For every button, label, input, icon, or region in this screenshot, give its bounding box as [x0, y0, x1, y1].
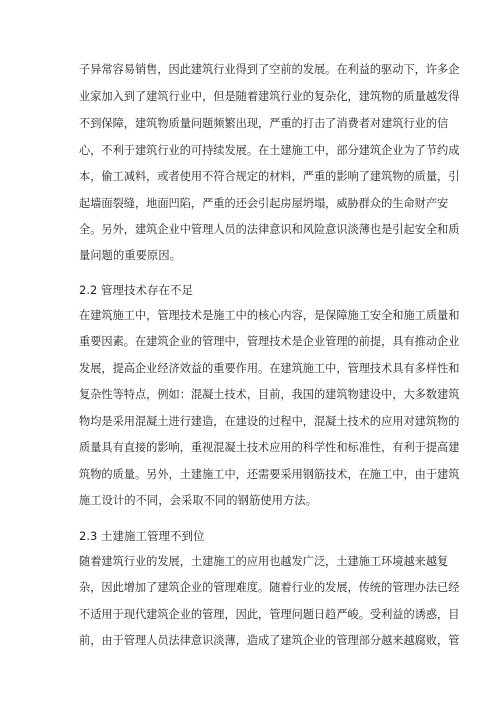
- text-line: 不适用于现代建筑企业的管理，因此，管理问题日趋严峻。受利益的诱惑，目: [79, 608, 460, 621]
- text-line: 不到保障，建筑物质量问题频繁出现，严重的打击了消费者对建筑行业的信: [79, 117, 449, 130]
- text-line: 业家加入到了建筑行业中，但是随着建筑行业的复杂化，建筑物的质量越发得: [79, 90, 460, 103]
- text-line: 子异常容易销售，因此建筑行业得到了空前的发展。在利益的驱动下，许多企: [79, 63, 460, 76]
- section-heading-2-3: 2.3 土建施工管理不到位: [79, 529, 205, 543]
- text-line: 重要因素。在建筑企业的管理中，管理技术是企业管理的前提，具有推动企业: [79, 335, 460, 348]
- text-line: 发展，提高企业经济效益的重要作用。在建筑施工中，管理技术具有多样性和: [79, 362, 460, 375]
- text-line: 在建筑施工中，管理技术是施工中的核心内容，是保障施工安全和施工质量和: [79, 309, 460, 322]
- text-line: 起墙面裂缝，地面凹陷，严重的还会引起房屋坍塌，威胁群众的生命财产安: [79, 197, 449, 210]
- text-line: 全。另外，建筑企业中管理人员的法律意识和风险意识淡薄也是引起安全和质: [79, 223, 460, 236]
- text-line: 量问题的重要原因。: [79, 249, 182, 262]
- text-line: 复杂性等特点，例如：混凝土技术，目前，我国的建筑物建设中，大多数建筑: [79, 388, 460, 401]
- text-line: 杂，因此增加了建筑企业的管理难度。随着行业的发展，传统的管理办法已经: [79, 581, 460, 594]
- text-line: 前，由于管理人员法律意识淡薄，造成了建筑企业的管理部分越来越腐败，管: [79, 634, 460, 647]
- text-line: 本，偷工减料，或者使用不符合规定的材料，严重的影响了建筑物的质量，引: [79, 170, 460, 183]
- text-line: 质量具有直接的影响，重视混凝土技术应用的科学性和标准性，有利于提高建: [79, 441, 460, 454]
- text-line: 随着建筑行业的发展，土建施工的应用也越发广泛，土建施工环境越来越复: [79, 555, 449, 568]
- text-line: 物均是采用混凝土进行建造，在建设的过程中，混凝土技术的应用对建筑物的: [79, 415, 460, 428]
- text-line: 心，不利于建筑行业的可持续发展。在土建施工中，部分建筑企业为了节约成: [79, 144, 460, 157]
- text-line: 施工设计的不同，会采取不同的钢筋使用方法。: [79, 494, 318, 507]
- text-line: 筑物的质量。另外，土建施工中，还需要采用钢筋技术，在施工中，由于建筑: [79, 468, 460, 481]
- section-heading-2-2: 2.2 管理技术存在不足: [79, 283, 193, 297]
